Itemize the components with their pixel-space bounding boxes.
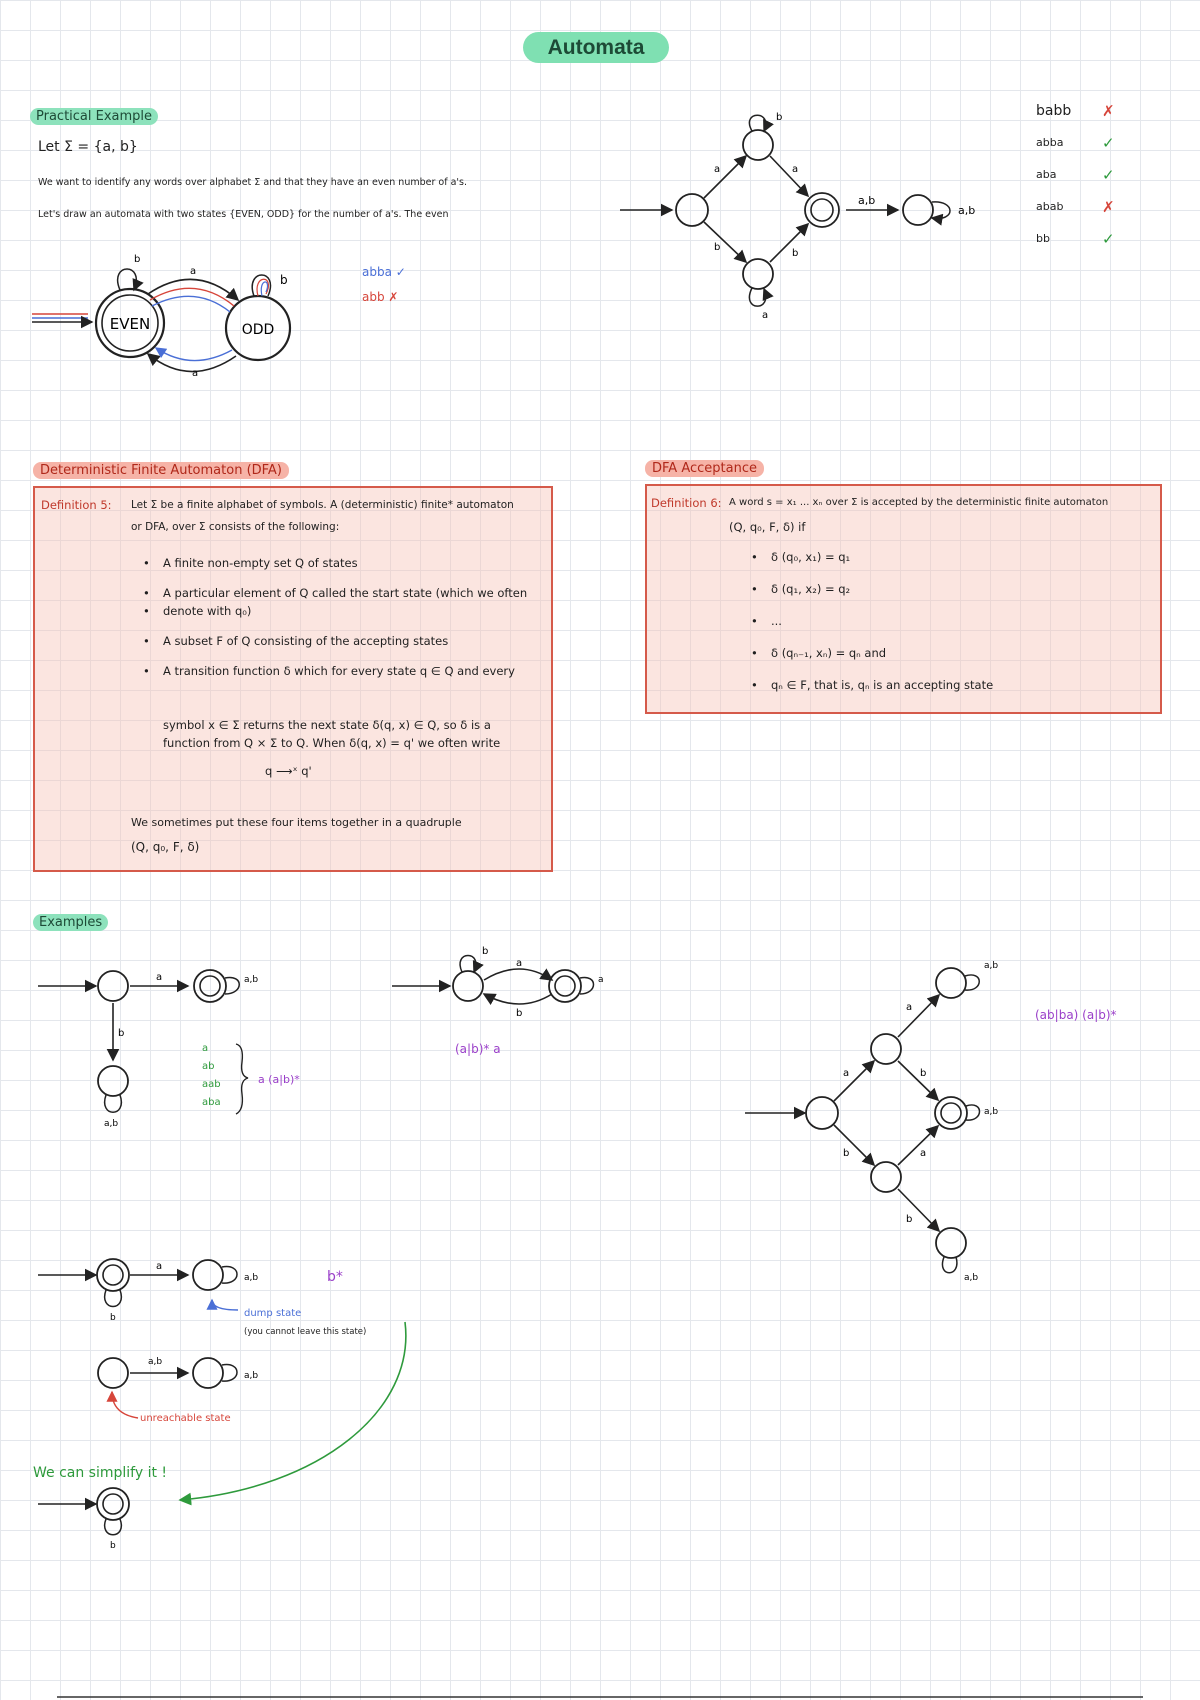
svg-text:a: a — [920, 1148, 927, 1159]
regex-a-ab-star: a (a|b)* — [258, 1073, 300, 1086]
svg-text:b: b — [482, 946, 489, 957]
goal-line: We want to identify any words over alphabet Σ and that they have an even number of a's. — [38, 177, 467, 188]
svg-text:b: b — [906, 1214, 913, 1225]
simplified-automaton — [38, 1322, 406, 1551]
regex-ab-star-a: (a|b)* a — [455, 1042, 501, 1056]
check-icon: ✓ — [1102, 230, 1115, 248]
example-4-automaton — [38, 1259, 258, 1323]
svg-text:a,b: a,b — [104, 1119, 119, 1129]
states-line: Let's draw an automata with two states {EVEN, ODD} for the number of a's. The even — [38, 209, 449, 220]
cross-icon: ✗ — [1102, 102, 1115, 120]
check-item: abab ✗ — [1036, 198, 1115, 216]
example-3-automaton — [745, 961, 998, 1283]
svg-text:a: a — [906, 1002, 913, 1013]
list-item: • A finite non-empty set Q of states — [139, 554, 527, 572]
practical-example-tag: Practical Example — [30, 108, 158, 125]
state-odd-label: ODD — [241, 322, 275, 338]
svg-text:b: b — [516, 1008, 523, 1019]
example-1-automaton — [38, 970, 258, 1129]
definition-text: A word s = x₁ ... xₙ over Σ is accepted by the deterministic finite automaton — [729, 497, 1109, 508]
definition-text: Let Σ be a finite alphabet of symbols. A (deterministic) finite* automaton — [131, 499, 514, 511]
example-2-automaton — [392, 946, 604, 1019]
cross-icon: ✗ — [1102, 198, 1115, 216]
list-item: • qₙ ∈ F, that is, qₙ is an accepting state — [747, 676, 993, 694]
example-5-automaton — [98, 1357, 258, 1418]
svg-text:a: a — [192, 368, 199, 379]
state-even-label: EVEN — [109, 315, 151, 333]
svg-text:a,b: a,b — [984, 1107, 999, 1117]
svg-text:a,b: a,b — [964, 1273, 979, 1283]
definition-text: or DFA, over Σ consists of the following: — [131, 521, 340, 533]
page-title: Automata — [523, 32, 669, 63]
definition-label: Definition 5: — [41, 498, 112, 512]
svg-text:a,b: a,b — [244, 1273, 259, 1283]
even-odd-automaton — [32, 254, 290, 379]
simplify-note: We can simplify it ! — [33, 1465, 168, 1481]
svg-text:b: b — [776, 112, 783, 123]
check-item: abba ✓ — [1036, 134, 1115, 152]
word-rejected: abb ✗ — [362, 290, 399, 304]
list-item: • δ (qₙ₋₁, xₙ) = qₙ and — [747, 644, 993, 662]
transition-notation: q ⟶ˣ q' — [265, 764, 312, 778]
list-item: • A subset F of Q consisting of the accepting states — [139, 632, 527, 650]
svg-text:a: a — [190, 266, 197, 277]
quadruple-note: We sometimes put these four items together in a quadruple — [131, 816, 462, 829]
svg-text:b: b — [280, 273, 288, 287]
svg-text:b: b — [134, 254, 141, 265]
check-item: aba ✓ — [1036, 166, 1115, 184]
svg-text:a,b: a,b — [958, 204, 976, 217]
acceptance-tag: DFA Acceptance — [645, 460, 764, 477]
list-item: • δ (q₁, x₂) = q₂ — [747, 580, 993, 598]
list-item: • ... — [747, 612, 993, 630]
list-item-continued: symbol x ∈ Σ returns the next state δ(q, x) ∈ Q, so δ is a — [163, 718, 491, 732]
svg-text:a,b: a,b — [148, 1357, 163, 1367]
diamond-automaton — [620, 112, 975, 321]
svg-text:b: b — [110, 1313, 116, 1323]
dfa-tag: Deterministic Finite Automaton (DFA) — [33, 462, 289, 479]
svg-text:a: a — [762, 310, 769, 321]
svg-text:a: a — [792, 164, 799, 175]
word-accepted: abba ✓ — [362, 265, 406, 279]
svg-text:b: b — [792, 248, 799, 259]
regex-ab-ba: (ab|ba) (a|b)* — [1035, 1008, 1117, 1022]
svg-text:a: a — [843, 1068, 850, 1079]
svg-text:a,b: a,b — [244, 1371, 259, 1381]
check-item: bb ✓ — [1036, 230, 1115, 248]
list-item: • A transition function δ which for every state q ∈ Q and every — [139, 662, 527, 680]
quadruple: (Q, q₀, F, δ) — [131, 840, 200, 854]
examples-tag: Examples — [33, 914, 108, 931]
svg-text:a: a — [714, 164, 721, 175]
regex-b-star: b* — [327, 1269, 343, 1285]
svg-text:b: b — [110, 1541, 116, 1551]
svg-text:a,b: a,b — [984, 961, 999, 971]
list-item: • denote with q₀) — [139, 602, 527, 620]
svg-text:a: a — [156, 1261, 163, 1272]
svg-text:b: b — [843, 1148, 850, 1159]
svg-text:a,b: a,b — [244, 975, 259, 985]
list-item: • A particular element of Q called the start state (which we often — [139, 584, 527, 602]
dump-state-note: (you cannot leave this state) — [244, 1327, 367, 1337]
check-item: babb ✗ — [1036, 102, 1115, 120]
definition-label: Definition 6: — [651, 496, 722, 510]
svg-text:a: a — [598, 975, 604, 985]
svg-text:b: b — [714, 242, 721, 253]
list-item: • δ (q₀, x₁) = q₁ — [747, 548, 993, 566]
svg-text:a: a — [156, 972, 163, 983]
check-icon: ✓ — [1102, 166, 1115, 184]
alphabet-line: Let Σ = {a, b} — [38, 139, 138, 155]
svg-text:a,b: a,b — [858, 194, 876, 207]
dump-state-label: dump state — [244, 1308, 302, 1319]
svg-text:b: b — [118, 1028, 125, 1039]
unreachable-state-label: unreachable state — [140, 1413, 231, 1424]
definition-text: (Q, q₀, F, δ) if — [729, 520, 806, 534]
list-item-continued: function from Q × Σ to Q. When δ(q, x) = q' we often write — [163, 736, 501, 750]
svg-text:b: b — [920, 1068, 927, 1079]
example-word-list: a ab aab aba — [202, 1043, 221, 1108]
svg-text:a: a — [516, 958, 523, 969]
check-icon: ✓ — [1102, 134, 1115, 152]
